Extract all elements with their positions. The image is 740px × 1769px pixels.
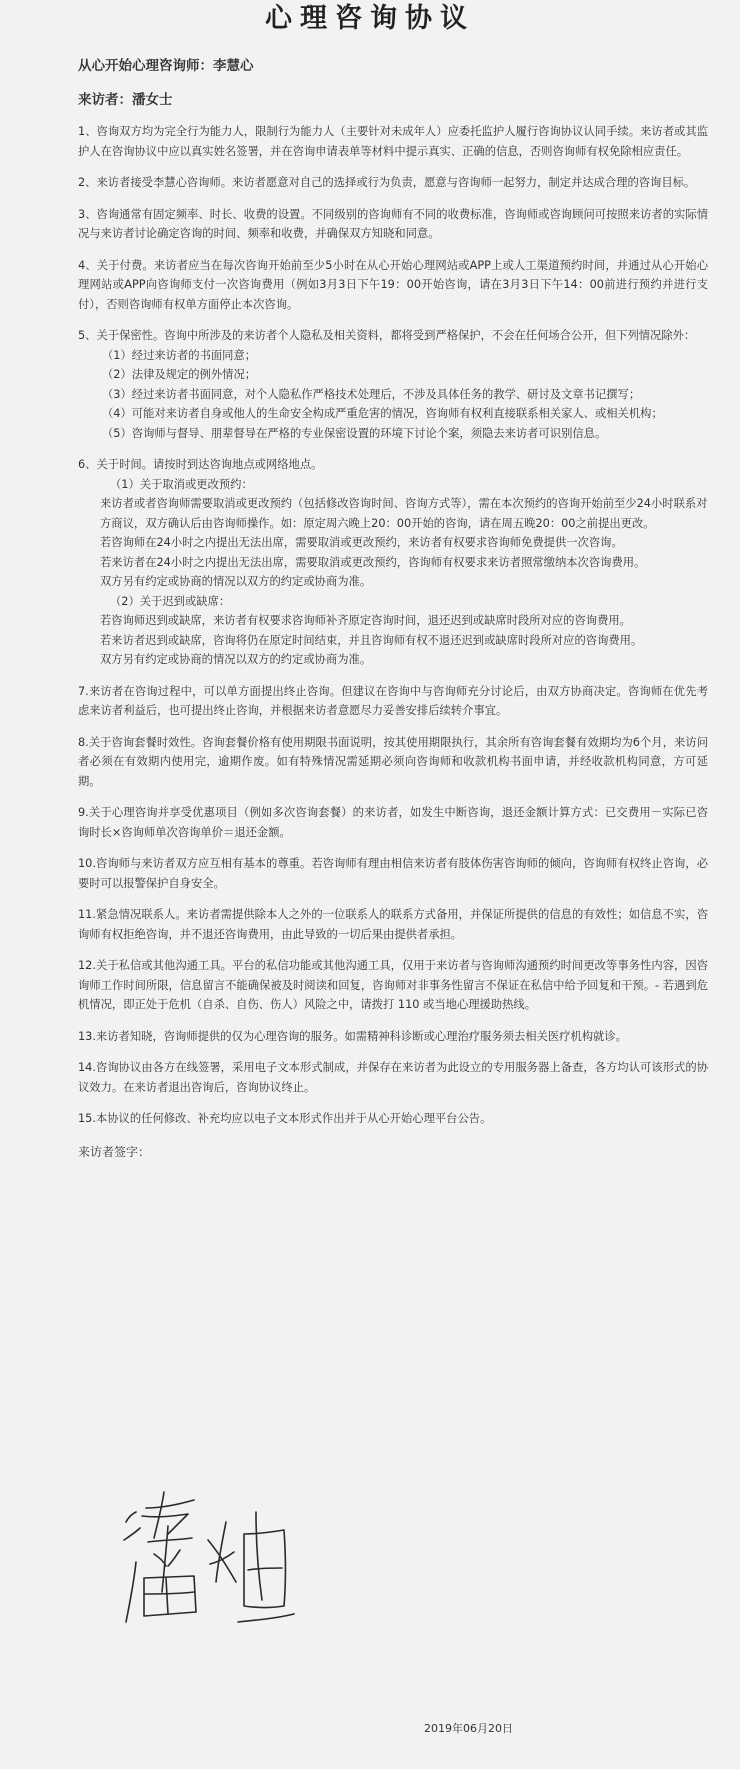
clause-2: 2、来访者接受李慧心咨询师。来访者愿意对自己的选择或行为负责，愿意与咨询师一起努力，制定并达成合理的咨询目标。 xyxy=(78,176,696,189)
clause-6-sub2-line: 双方另有约定或协商的情况以双方的约定或协商为准。 xyxy=(100,653,372,666)
clause-9: 9.关于心理咨询并享受优惠项目（例如多次咨询套餐）的来访者，如发生中断咨询，退还金额计算方式：已交费用－实际已咨询时长×咨询师单次咨询单价＝退还金额。 xyxy=(78,806,708,839)
clause-6-intro: 6、关于时间。请按时到达咨询地点或网络地点。 xyxy=(78,458,323,471)
clause-15: 15.本协议的任何修改、补充均应以电子文本形式作出并于从心开始心理平台公告。 xyxy=(78,1112,492,1125)
clause-5-intro: 5、关于保密性。咨询中所涉及的来访者个人隐私及相关资料，都将受到严格保护，不会在任何场合公开，但下列情况除外： xyxy=(78,329,696,342)
clause-5-item: （4）可能对来访者自身或他人的生命安全构成严重危害的情况，咨询师有权利直接联系相关家人、或相关机构； xyxy=(102,407,663,420)
handwritten-signature xyxy=(118,1482,338,1642)
clause-3: 3、咨询通常有固定频率、时长、收费的设置。不同级别的咨询师有不同的收费标准，咨询师或咨询顾问可按照来访者的实际情况与来访者讨论确定咨询的时间、频率和收费，并确保双方知晓和同意。 xyxy=(78,207,708,240)
clause-10: 10.咨询师与来访者双方应互相有基本的尊重。若咨询师有理由相信来访者有肢体伤害咨询师的倾向，咨询师有权终止咨询，必要时可以报警保护自身安全。 xyxy=(78,857,708,890)
clause-6-sub2-line: 若咨询师迟到或缺席，来访者有权要求咨询师补齐原定咨询时间，退还迟到或缺席时段所对应的咨询费用。 xyxy=(100,614,631,627)
clause-11: 11.紧急情况联系人。来访者需提供除本人之外的一位联系人的联系方式备用，并保证所提供的信息的有效性；如信息不实，咨询师有权拒绝咨询，并不退还咨询费用，由此导致的一切后果由提供者承担。 xyxy=(78,908,708,941)
clause-6 xyxy=(78,455,708,670)
clause-5-item: （5）咨询师与督导、朋辈督导在严格的专业保密设置的环境下讨论个案，须隐去来访者可识别信息。 xyxy=(102,426,607,440)
clause-4: 4、关于付费。来访者应当在每次咨询开始前至少5小时在从心开始心理网站或APP上或人工渠道预约时间，并通过从心开始心理网站或APP向咨询师支付一次咨询费用（例如3月3日下午19：00开始咨询，请在3月3日下午14：00前进行预约并进行支付），否则咨询师有权单方面停止本次咨询。 xyxy=(78,258,708,311)
counselor-line: 从心开始心理咨询师：李慧心 xyxy=(78,58,254,74)
agreement-body xyxy=(78,122,708,1162)
clause-6-sub1-line: 若来访者在24小时之内提出无法出席，需要取消或更改预约，咨询师有权要求来访者照常缴纳本次咨询费用。 xyxy=(100,555,646,569)
clause-6-sub1-line: 双方另有约定或协商的情况以双方的约定或协商为准。 xyxy=(100,575,372,588)
clause-6-sub2-line: 若来访者迟到或缺席，咨询将仍在原定时间结束，并且咨询师有权不退还迟到或缺席时段所对应的咨询费用。 xyxy=(100,633,643,647)
clause-12: 12.关于私信或其他沟通工具。平台的私信功能或其他沟通工具，仅用于来访者与咨询师沟通预约时间更改等事务性内容，因咨询师工作时间所限，信息留言不能确保被及时阅读和回复，咨询师对非事务性留言不保证在私信中给予回复和干预。- 若遇到危机情况，即正处于危机（自杀、自伤、伤人）风险之中，请拨打 110 或当地心理援助热线。 xyxy=(78,959,708,1011)
signature-label: 来访者签字： xyxy=(78,1144,151,1159)
clause-7: 7.来访者在咨询过程中，可以单方面提出终止咨询。但建议在咨询中与咨询师充分讨论后，由双方协商决定。咨询师在优先考虑来访者利益后，也可提出终止咨询，并根据来访者意愿尽力妥善安排后续转介事宜。 xyxy=(78,684,708,717)
clause-6-sub1-text: 来访者或者咨询师需要取消或更改预约（包括修改咨询时间、咨询方式等），需在本次预约的咨询开始前至少24小时联系对方商议，双方确认后由咨询师操作。如：原定周六晚上20：00开始的咨询，请在周五晚20：00之前提出更改。 xyxy=(100,497,708,530)
clause-8: 8.关于咨询套餐时效性。咨询套餐价格有使用期限书面说明，按其使用期限执行，其余所有咨询套餐有效期均为6个月，来访问者必须在有效期内使用完，逾期作废。如有特殊情况需延期必须向咨询师和收款机构书面申请，并经收款机构同意，方可延期。 xyxy=(78,735,708,788)
clause-6-sub2-title: （2）关于迟到或缺席： xyxy=(110,594,231,608)
visitor-line: 来访者：潘女士 xyxy=(78,92,173,108)
clause-13: 13.来访者知晓，咨询师提供的仅为心理咨询的服务。如需精神科诊断或心理治疗服务须去相关医疗机构就诊。 xyxy=(78,1029,627,1043)
document-title: 心理咨询协议 xyxy=(265,3,475,34)
clause-5-item: （3）经过来访者书面同意，对个人隐私作严格技术处理后，不涉及具体任务的教学、研讨及文章书记撰写； xyxy=(102,387,641,401)
signature-date: 2019年06月20日 xyxy=(424,1722,513,1735)
clause-5 xyxy=(78,326,708,443)
clause-6-sub1-title: （1）关于取消或更改预约： xyxy=(110,477,253,491)
clause-1: 1、咨询双方均为完全行为能力人，限制行为能力人（主要针对未成年人）应委托监护人履行咨询协议认同手续。来访者或其监护人在咨询协议中应以真实姓名签署，并在咨询申请表单等材料中提示真实、正确的信息，否则咨询师有权免除相应责任。 xyxy=(78,125,708,158)
clause-5-item: （1）经过来访者的书面同意； xyxy=(102,348,257,362)
clause-5-item: （2）法律及规定的例外情况； xyxy=(102,368,257,381)
clause-14: 14.咨询协议由各方在线签署，采用电子文本形式制成，并保存在来访者为此设立的专用服务器上备查，各方均认可该形式的协议效力。在来访者退出咨询后，咨询协议终止。 xyxy=(78,1061,708,1094)
clause-6-sub1-line: 若咨询师在24小时之内提出无法出席，需要取消或更改预约，来访者有权要求咨询师免费提供一次咨询。 xyxy=(100,536,623,549)
